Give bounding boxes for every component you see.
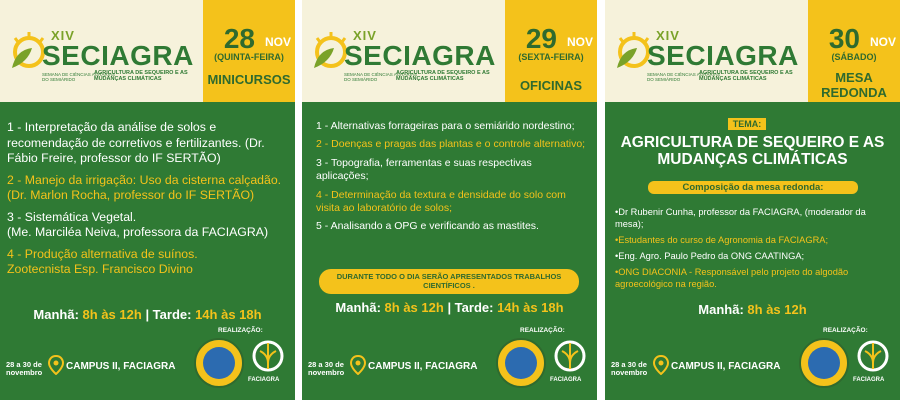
list-item: 3 - Topografia, ferramentas e suas respectivas aplicações; xyxy=(316,156,532,183)
panel-body xyxy=(302,102,597,400)
panel-header xyxy=(302,0,597,102)
list-item: •ONG DIACONIA - Responsável pelo projeto do algodão agroecológico na região. xyxy=(615,267,849,289)
logo-name: SECIAGRA xyxy=(42,40,194,71)
logo-edition: XIV xyxy=(353,28,377,43)
list-item: 2 - Doenças e pragas das plantas e o controle alternativo; xyxy=(316,138,586,151)
hours-morning: 8h às 12h xyxy=(82,307,142,322)
faciagra-logo-icon xyxy=(552,339,588,373)
hours-sep: | Tarde: xyxy=(447,300,494,315)
panel-body xyxy=(605,102,900,400)
logo-edition: XIV xyxy=(656,28,680,43)
seciagra-logo xyxy=(6,10,211,94)
activity-title: MINICURSOS xyxy=(207,72,291,87)
seciagra-logo xyxy=(611,10,816,94)
panel-header xyxy=(0,0,295,102)
activity-title: MESA REDONDA xyxy=(821,70,887,100)
date-box xyxy=(808,0,900,102)
list-item: 5 - Analisando a OPG e verificando as mastites. xyxy=(316,220,539,233)
logo-name: SECIAGRA xyxy=(647,40,799,71)
location-pin-icon xyxy=(653,355,669,375)
panel-footer xyxy=(302,325,597,400)
list-item: •Eng. Agro. Paulo Pedro da ONG CAATINGA; xyxy=(615,251,805,261)
hours-line xyxy=(605,302,900,317)
footer-campus: CAMPUS II, FACIAGRA xyxy=(671,361,781,372)
date-month: NOV xyxy=(264,35,291,49)
date-weekday: (SEXTA-FEIRA) xyxy=(518,52,584,62)
hours-sep: | Tarde: xyxy=(145,307,192,322)
tema-title: AGRICULTURA DE SEQUEIRO E AS MUDANÇAS CLIMÁTICAS xyxy=(620,134,885,168)
activity-title: OFICINAS xyxy=(519,78,583,93)
list-item: •Estudantes do curso de Agronomia da FACIAGRA; xyxy=(615,235,829,245)
date-month: NOV xyxy=(869,35,896,49)
trabalhos-banner: DURANTE TODO O DIA SERÃO APRESENTADOS TRABALHOS CIENTÍFICOS . xyxy=(319,269,579,294)
logo-name: SECIAGRA xyxy=(344,40,496,71)
hours-morning: 8h às 12h xyxy=(747,302,807,317)
panel-oficinas xyxy=(302,0,597,400)
composicao-label: Composição da mesa redonda: xyxy=(648,181,858,194)
hours-prefix: Manhã: xyxy=(33,307,79,322)
panel-header xyxy=(605,0,900,102)
date-weekday: (QUINTA-FEIRA) xyxy=(214,52,284,62)
panel-footer xyxy=(0,325,295,400)
footer-dates: 28 a 30 de novembro xyxy=(611,360,648,377)
hours-prefix: Manhã: xyxy=(698,302,744,317)
oficinas-list xyxy=(316,120,586,239)
list-item: 3 - Sistemática Vegetal. (Me. Marciléa Neiva, professora da FACIAGRA) xyxy=(7,209,269,239)
list-item: 1 - Interpretação da análise de solos e recomendação de corretivos e fertilizantes. (Dr. Fábio Freire, professor do IF SERTÃO) xyxy=(7,120,265,165)
panel-mesa-redonda xyxy=(605,0,900,400)
hours-line xyxy=(302,300,597,315)
date-box xyxy=(505,0,597,102)
footer-realizacao: REALIZAÇÃO: xyxy=(218,327,263,334)
date-month: NOV xyxy=(566,35,593,49)
seciagra-logo xyxy=(308,10,513,94)
hours-afternoon: 14h às 18h xyxy=(497,300,564,315)
list-item: •Dr Rubenir Cunha, professor da FACIAGRA, (moderador da mesa); xyxy=(615,207,866,229)
list-item: 1 - Alternativas forrageiras para o semiárido nordestino; xyxy=(316,120,575,132)
location-pin-icon xyxy=(48,355,64,375)
logo-subtitle-small: SEMANA DE CIÊNCIAS AGRÁRIAS DO SEMIÁRIDO xyxy=(344,72,418,82)
footer-campus: CAMPUS II, FACIAGRA xyxy=(368,361,478,372)
faciagra-logo-icon xyxy=(855,339,891,373)
date-box xyxy=(203,0,295,102)
hours-prefix: Manhã: xyxy=(335,300,381,315)
date-day: 29 xyxy=(525,23,557,54)
institution-seal-logo xyxy=(194,338,244,388)
list-item: 2 - Manejo da irrigação: Uso da cisterna calçadão. (Dr. Marlon Rocha, professor do IF SERTÃO) xyxy=(7,172,282,202)
list-item: 4 - Produção alternativa de suínos. Zootecnista Esp. Francisco Divino xyxy=(7,246,198,276)
faciagra-logo-icon xyxy=(250,339,286,373)
logo-subtitle: AGRICULTURA DE SEQUEIRO E AS MUDANÇAS CLIMÁTICAS xyxy=(396,70,490,82)
hours-line xyxy=(0,307,295,322)
footer-campus: CAMPUS II, FACIAGRA xyxy=(66,361,176,372)
date-day: 30 xyxy=(828,23,860,54)
list-item: 4 - Determinação da textura e densidade do solo com visita ao laboratório de solos; xyxy=(316,188,566,215)
date-weekday: (SÁBADO) xyxy=(831,52,877,62)
footer-faciagra: FACIAGRA xyxy=(248,377,280,383)
footer-dates: 28 a 30 de novembro xyxy=(6,360,43,377)
minicursos-list xyxy=(7,120,287,284)
date-day: 28 xyxy=(223,23,255,54)
mesa-list xyxy=(615,206,895,294)
footer-dates: 28 a 30 de novembro xyxy=(308,360,345,377)
institution-seal-logo xyxy=(799,338,849,388)
logo-subtitle-small: SEMANA DE CIÊNCIAS AGRÁRIAS DO SEMIÁRIDO xyxy=(647,72,721,82)
panel-footer xyxy=(605,325,900,400)
hours-morning: 8h às 12h xyxy=(384,300,444,315)
footer-realizacao: REALIZAÇÃO: xyxy=(520,327,565,334)
panel-minicursos xyxy=(0,0,295,400)
footer-realizacao: REALIZAÇÃO: xyxy=(823,327,868,334)
hours-afternoon: 14h às 18h xyxy=(195,307,262,322)
logo-subtitle: AGRICULTURA DE SEQUEIRO E AS MUDANÇAS CLIMÁTICAS xyxy=(94,70,188,82)
institution-seal-logo xyxy=(496,338,546,388)
logo-subtitle: AGRICULTURA DE SEQUEIRO E AS MUDANÇAS CLIMÁTICAS xyxy=(699,70,793,82)
tema-label: TEMA: xyxy=(728,118,766,130)
logo-subtitle-small: SEMANA DE CIÊNCIAS AGRÁRIAS DO SEMIÁRIDO xyxy=(42,72,116,82)
panel-body xyxy=(0,102,295,400)
footer-faciagra: FACIAGRA xyxy=(550,377,582,383)
logo-edition: XIV xyxy=(51,28,75,43)
location-pin-icon xyxy=(350,355,366,375)
footer-faciagra: FACIAGRA xyxy=(853,377,885,383)
